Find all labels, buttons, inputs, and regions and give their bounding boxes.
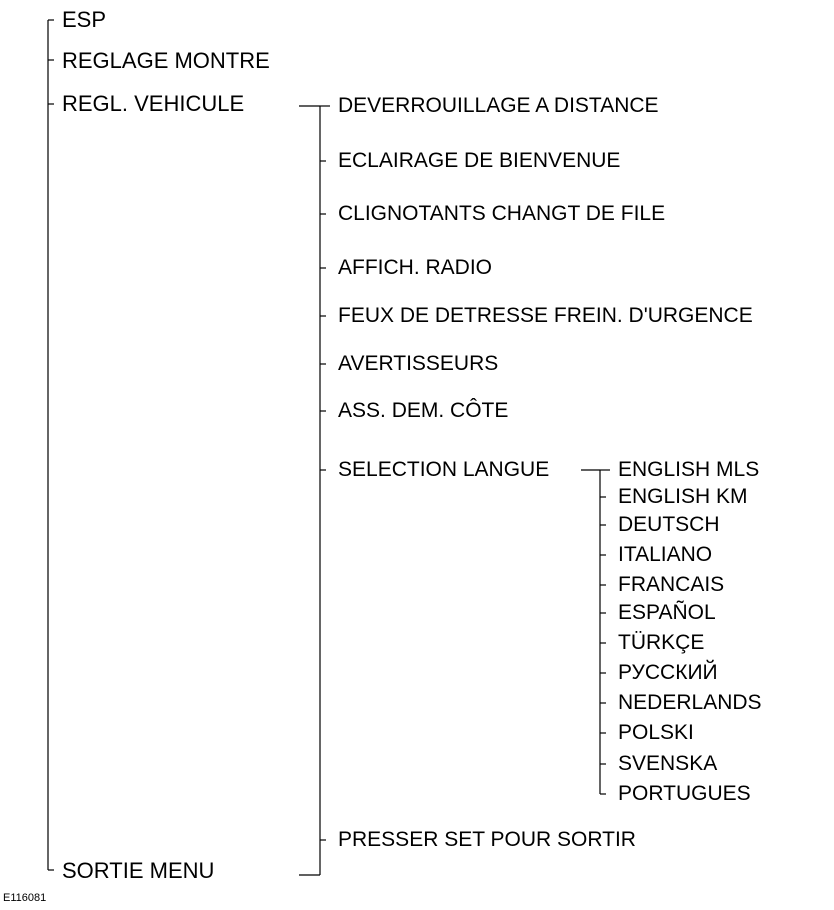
figure-code: E116081: [3, 892, 47, 904]
language-item-nederlands: NEDERLANDS: [618, 691, 762, 714]
submenu-item-presser-set: PRESSER SET POUR SORTIR: [338, 828, 636, 851]
language-item-italiano: ITALIANO: [618, 543, 713, 566]
language-item-svenska: SVENSKA: [618, 752, 718, 775]
menu-item-regl-vehicule: REGL. VEHICULE: [62, 91, 245, 116]
submenu-item-selection-langue: SELECTION LANGUE: [338, 458, 550, 481]
submenu-item-deverrouillage: DEVERROUILLAGE A DISTANCE: [338, 94, 659, 117]
submenu-item-ass-dem-cote: ASS. DEM. CÔTE: [338, 399, 509, 422]
language-item-francais: FRANCAIS: [618, 573, 725, 596]
language-item-polski: POLSKI: [618, 721, 694, 744]
submenu-item-avertisseurs: AVERTISSEURS: [338, 352, 499, 375]
language-item-turkce: TÜRKÇE: [618, 631, 705, 654]
language-item-portugues: PORTUGUES: [618, 782, 751, 805]
submenu-item-clignotants: CLIGNOTANTS CHANGT DE FILE: [338, 202, 666, 225]
language-item-deutsch: DEUTSCH: [618, 513, 720, 536]
submenu-item-feux-detresse: FEUX DE DETRESSE FREIN. D'URGENCE: [338, 304, 753, 327]
menu-item-esp: ESP: [62, 7, 107, 32]
menu-item-sortie-menu: SORTIE MENU: [62, 858, 215, 883]
language-item-espanol: ESPAÑOL: [618, 601, 716, 624]
submenu-item-affich-radio: AFFICH. RADIO: [338, 256, 493, 279]
language-item-russian: РУССКИЙ: [618, 661, 718, 684]
menu-item-reglage-montre: REGLAGE MONTRE: [62, 48, 270, 73]
language-item-english-mls: ENGLISH MLS: [618, 458, 760, 481]
submenu-item-eclairage: ECLAIRAGE DE BIENVENUE: [338, 149, 621, 172]
language-item-english-km: ENGLISH KM: [618, 485, 748, 508]
